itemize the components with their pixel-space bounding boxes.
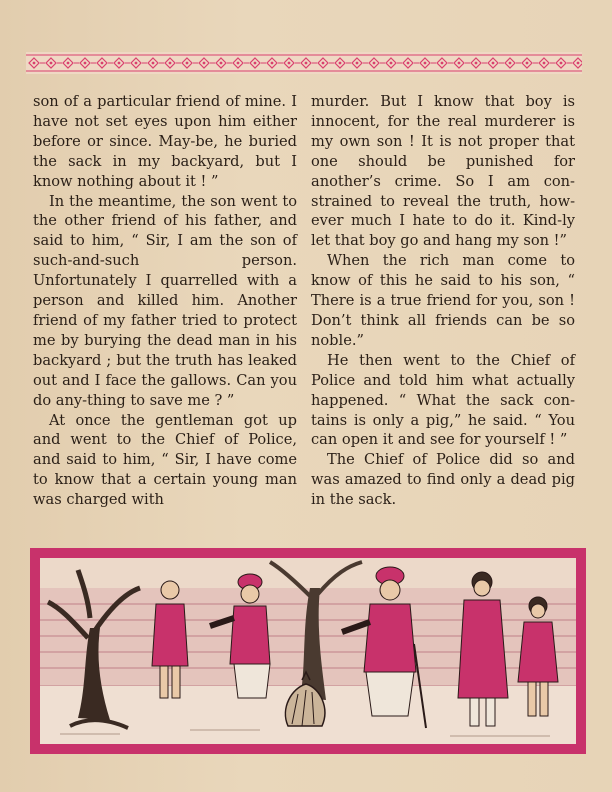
border-motif [267, 58, 283, 68]
border-motif [420, 58, 436, 68]
illustration-scene [30, 548, 586, 754]
paragraph: murder. But I know that boy is innocent, for the real murderer is my own son ! It is not proper that one should be punished for another’s crime. So I am con-strained to reveal the truth, how-ever much I hate to do it. Kind-ly let that boy go and hang my son !” [311, 93, 575, 250]
right-text-column [311, 92, 575, 510]
left-text-column [33, 92, 297, 510]
border-motif [284, 58, 300, 68]
paragraph: He then went to the Chief of Police and told him what actually happened. “ What the sack con-tains is only a pig,” he said. “ You can open it and see for yourself ! ” [311, 351, 575, 449]
border-ornament [26, 52, 582, 74]
border-motif [386, 58, 402, 68]
border-motif [63, 58, 79, 68]
border-motif [335, 58, 351, 68]
border-motif [216, 58, 232, 68]
border-motif [454, 58, 470, 68]
border-motif [437, 58, 453, 68]
border-motif [352, 58, 368, 68]
border-motif [301, 58, 317, 68]
border-motif [369, 58, 385, 68]
border-motif [250, 58, 266, 68]
border-motif [505, 58, 521, 68]
border-motif [403, 58, 419, 68]
border-motif [29, 58, 45, 68]
border-motif [233, 58, 249, 68]
decorative-border [26, 52, 582, 74]
border-motif [539, 58, 555, 68]
story-illustration [30, 548, 586, 754]
border-motif [80, 58, 96, 68]
paragraph: The Chief of Police did so and was amazed to find only a dead pig in the sack. [311, 451, 575, 509]
border-motif [573, 58, 582, 68]
paragraph: When the rich man come to know of this he said to his son, “ There is a true friend for you, son ! Don’t think all friends can be so noble.” [311, 252, 575, 349]
paragraph: In the meantime, the son went to the other friend of his father, and said to him, “ Sir, I am the son of such-and-such person. Unfortunately I quarrelled with a person and killed him. Another friend of my father tried to protect me by burying the dead man in his backyard ; but the truth has leaked out and I face the gallows. Can you do any-thing to save me ? ” [33, 192, 297, 409]
border-motif [46, 58, 62, 68]
border-motif [131, 58, 147, 68]
border-motif [114, 58, 130, 68]
border-motif [471, 58, 487, 68]
border-motif [318, 58, 334, 68]
border-motif [522, 58, 538, 68]
paragraph: At once the gentleman got up and went to the Chief of Police, and said to him, “ Sir, I have come to know that a certain young man was charged with [33, 411, 297, 509]
border-motif [148, 58, 164, 68]
border-motif [199, 58, 215, 68]
border-motif [488, 58, 504, 68]
border-motif [182, 58, 198, 68]
border-motif [97, 58, 113, 68]
border-motif [165, 58, 181, 68]
paragraph: son of a particular friend of mine. I have not set eyes upon him either before or since. May-be, he buried the sack in my backyard, but I know nothing about it ! ” [33, 93, 297, 190]
border-motif [556, 58, 572, 68]
